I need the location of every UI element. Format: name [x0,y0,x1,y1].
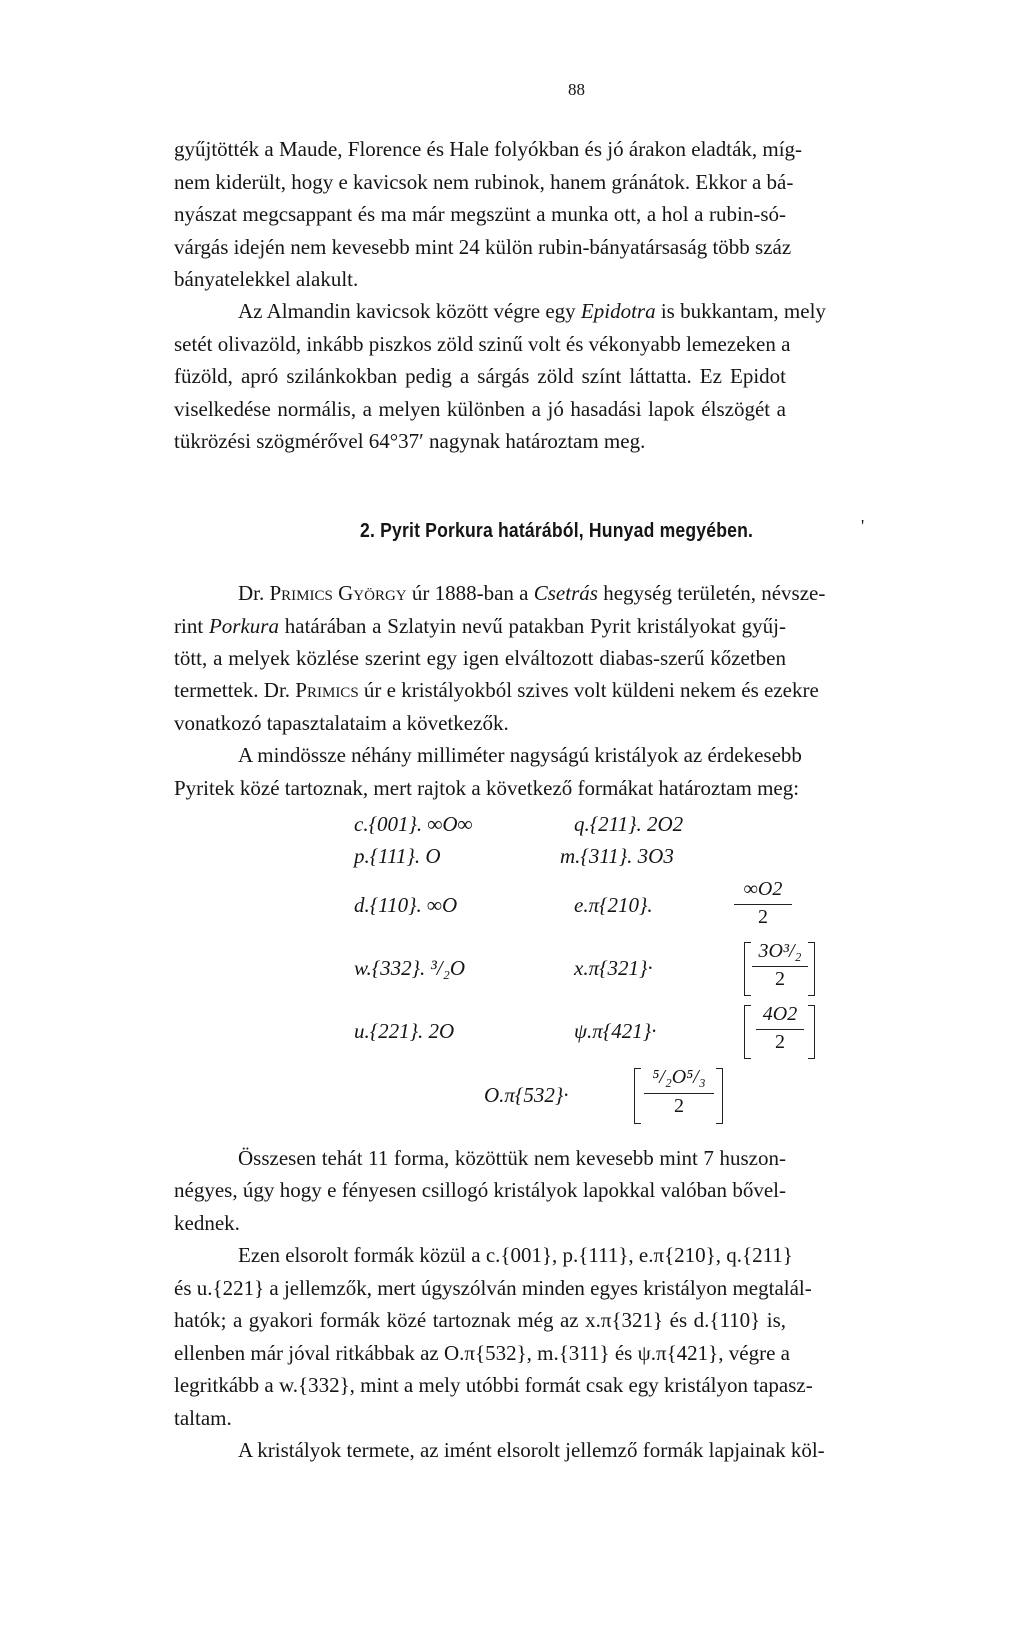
para5-line1: Összesen tehát 11 forma, közöttük nem kevesebb mint 7 huszon- [238,1146,786,1170]
para3-l4a: termettek. Dr. [174,678,296,702]
para3-line5: vonatkozó tapasztalataim a következők. [174,711,509,735]
person-name: Primics György [269,581,407,605]
heading-mark: ' [861,516,865,536]
para2-line2: setét olivazöld, inkább piszkos zöld szinű volt és vékonyabb lemezeken a [174,332,791,356]
para4-line1: A mindössze néhány milliméter nagyságú kristályok az érdekesebb [238,743,802,767]
form-p: p.{111}. O [354,844,441,868]
form-x-denominator: 2 [775,968,785,990]
para6-line6: taltam. [174,1406,232,1430]
para5-line3: kednek. [174,1211,240,1235]
form-e-numerator: ∞O2 [743,878,783,900]
para6-line5: legritkább a w.{332}, mint a mely utóbbi formát csak egy kristályon tapasz- [174,1373,813,1397]
para6-line1: Ezen elsorolt formák közül a c.{001}, p.{111}, e.π{210}, q.{211} [238,1243,793,1267]
para3-l1c: úr 1888-ban a [406,581,534,605]
form-o-label: O.π{532}· [484,1083,569,1107]
para3-l4c: úr e kristályokból szives volt küldeni nekem és ezekre [358,678,819,702]
person-name-2: Primics [295,678,359,702]
para3-line1 [238,577,826,610]
para6-line4: ellenben már jóval ritkábbak az O.π{532}, m.{311} és ψ.π{421}, végre a [174,1341,790,1365]
para2-line1-b: is bukkantam, mely [655,299,826,323]
form-o-denominator: 2 [674,1095,684,1117]
form-x-numerator: 3O³/₂ [758,940,802,962]
place-csetras: Csetrás [533,581,598,605]
form-psi-label: ψ.π{421}· [574,1019,657,1043]
form-e-denominator: 2 [758,906,768,928]
para3-line4 [174,674,819,707]
form-e-label: e.π{210}. [574,893,653,917]
para2-line4: viselkedése normális, a melyen különben a jó hasadási lapok élszögét a [174,397,786,421]
para3-l1e: hegység területén, névsze- [597,581,826,605]
para1-line2: nem kiderült, hogy e kavicsok nem rubinok, hanem gránátok. Ekkor a bá- [174,170,794,194]
para3-l2a: rint [174,614,209,638]
form-u: u.{221}. 2O [354,1019,455,1043]
para1-line4: várgás idején nem kevesebb mint 24 külön rubin-bányatársaság több száz [174,235,792,259]
form-q: q.{211}. 2O2 [574,812,684,836]
section-heading: 2. Pyrit Porkura határából, Hunyad megyében. [360,520,754,542]
form-o-bracket-right [716,1068,723,1124]
para6-line3: hatók; a gyakori formák közé tartoznak még az x.π{321} és d.{110} is, [174,1308,786,1332]
para3-l1a: Dr. [238,581,270,605]
para2-line3: füzöld, apró szilánkokban pedig a sárgás zöld színt láttatta. Ez Epidot [174,364,786,388]
form-m: m.{311}. 3O3 [560,844,674,868]
form-w: w.{332}. ³/₂O [354,956,466,980]
para3-l2c: határában a Szlatyin nevű patakban Pyrit kristályokat gyűj- [278,614,787,638]
page-number: 88 [568,80,585,99]
para1-line1: gyűjtötték a Maude, Florence és Hale folyókban és jó árakon eladták, míg- [174,137,803,161]
para6-line2: és u.{221} a jellemzők, mert úgyszólván minden egyes kristályon megtalál- [174,1276,812,1300]
form-psi-bar [756,1029,804,1030]
para2-line5: tükrözési szögmérővel 64°37′ nagynak határoztam meg. [174,429,646,453]
form-psi-denominator: 2 [775,1031,785,1053]
form-x-label: x.π{321}· [574,956,653,980]
form-o-bar [644,1093,714,1094]
form-c: c.{001}. ∞O∞ [354,812,473,836]
epidot-term: Epidotra [580,299,656,323]
para1-line5: bányatelekkel alakult. [174,267,359,291]
form-o-numerator: ⁵/₂O⁵/₃ [652,1066,706,1088]
form-e-bar [734,904,792,905]
para4-line2: Pyritek közé tartoznak, mert rajtok a következő formákat határoztam meg: [174,776,800,800]
form-d: d.{110}. ∞O [354,893,458,917]
form-x-bar [752,966,808,967]
para3-line3: tött, a melyek közlése szerint egy igen elváltozott diabas-szerű kőzetben [174,646,786,670]
form-x-bracket-right [808,942,815,996]
para5-line2: négyes, úgy hogy e fényesen csillogó kristályok lapokkal valóban bővel- [174,1178,786,1202]
para1-line3: nyászat megcsappant és ma már megszünt a munka ott, a hol a rubin-só- [174,202,786,226]
form-psi-numerator: 4O2 [762,1003,798,1025]
para3-line2 [174,610,786,643]
form-psi-bracket-right [808,1005,815,1059]
place-porkura: Porkura [208,614,279,638]
para2-line1-a: Az Almandin kavicsok között végre egy [238,299,581,323]
para2-line1 [238,295,826,328]
para7-line1: A kristályok termete, az imént elsorolt jellemző formák lapjainak köl- [238,1438,825,1462]
